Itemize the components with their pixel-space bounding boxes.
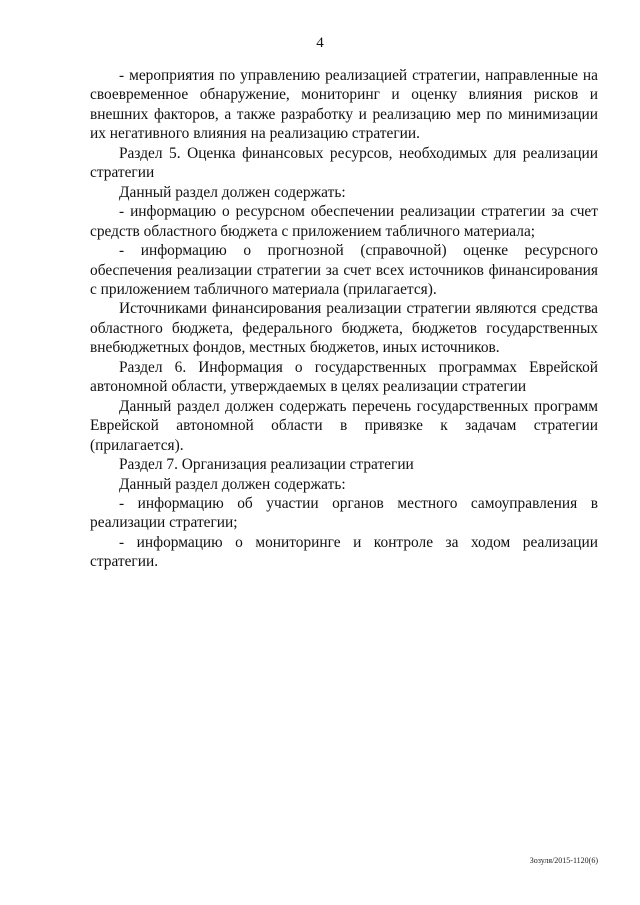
paragraph-section-5-intro: Данный раздел должен содержать:	[119, 183, 346, 201]
paragraph-funding-sources: Источниками финансирования реализации стратегии являются средства областного бюджета, федерального бюджета, бюджетов государственных внебюджетных фондов, местных бюджетов, иных источников.	[90, 300, 598, 357]
section-5-heading: Раздел 5. Оценка финансовых ресурсов, необходимых для реализации стратегии	[90, 144, 598, 182]
paragraph-local-government-info: - информацию об участии органов местного самоуправления в реализации стратегии;	[90, 494, 598, 532]
section-7-heading: Раздел 7. Организация реализации стратегии	[119, 456, 414, 474]
paragraph-regional-budget-info: - информацию о ресурсном обеспечении реализации стратегии за счет средств областного бюджета с приложением табличного материала;	[90, 203, 598, 240]
paragraph-monitoring-info: - информацию о мониторинге и контроле за ходом реализации стратегии.	[90, 533, 598, 571]
footer-document-code: Зозуля/2015-1120(6)	[529, 856, 598, 865]
paragraph-forecast-estimate-info: - информацию о прогнозной (справочной) оценке ресурсного обеспечения реализации стратегии за счет всех источников финансирования с приложением табличного материала (прилагается).	[90, 242, 598, 298]
paragraph-section-6-content: Данный раздел должен содержать перечень государственных программ Еврейской автономной области в привязке к задачам стратегии (прилагается).	[90, 397, 598, 454]
document-body	[90, 66, 598, 572]
paragraph-risk-measures: - мероприятия по управлению реализацией стратегии, направленные на своевременное обнаружение, мониторинг и оценку влияния рисков и внешних факторов, а также разработку и реализацию мер по минимизации их негативного влияния на реализацию стратегии.	[90, 67, 598, 143]
paragraph-section-7-intro: Данный раздел должен содержать:	[119, 475, 346, 493]
section-6-heading: Раздел 6. Информация о государственных программах Еврейской автономной области, утверждаемых в целях реализации стратегии	[90, 358, 598, 396]
page-number: 4	[316, 35, 324, 51]
